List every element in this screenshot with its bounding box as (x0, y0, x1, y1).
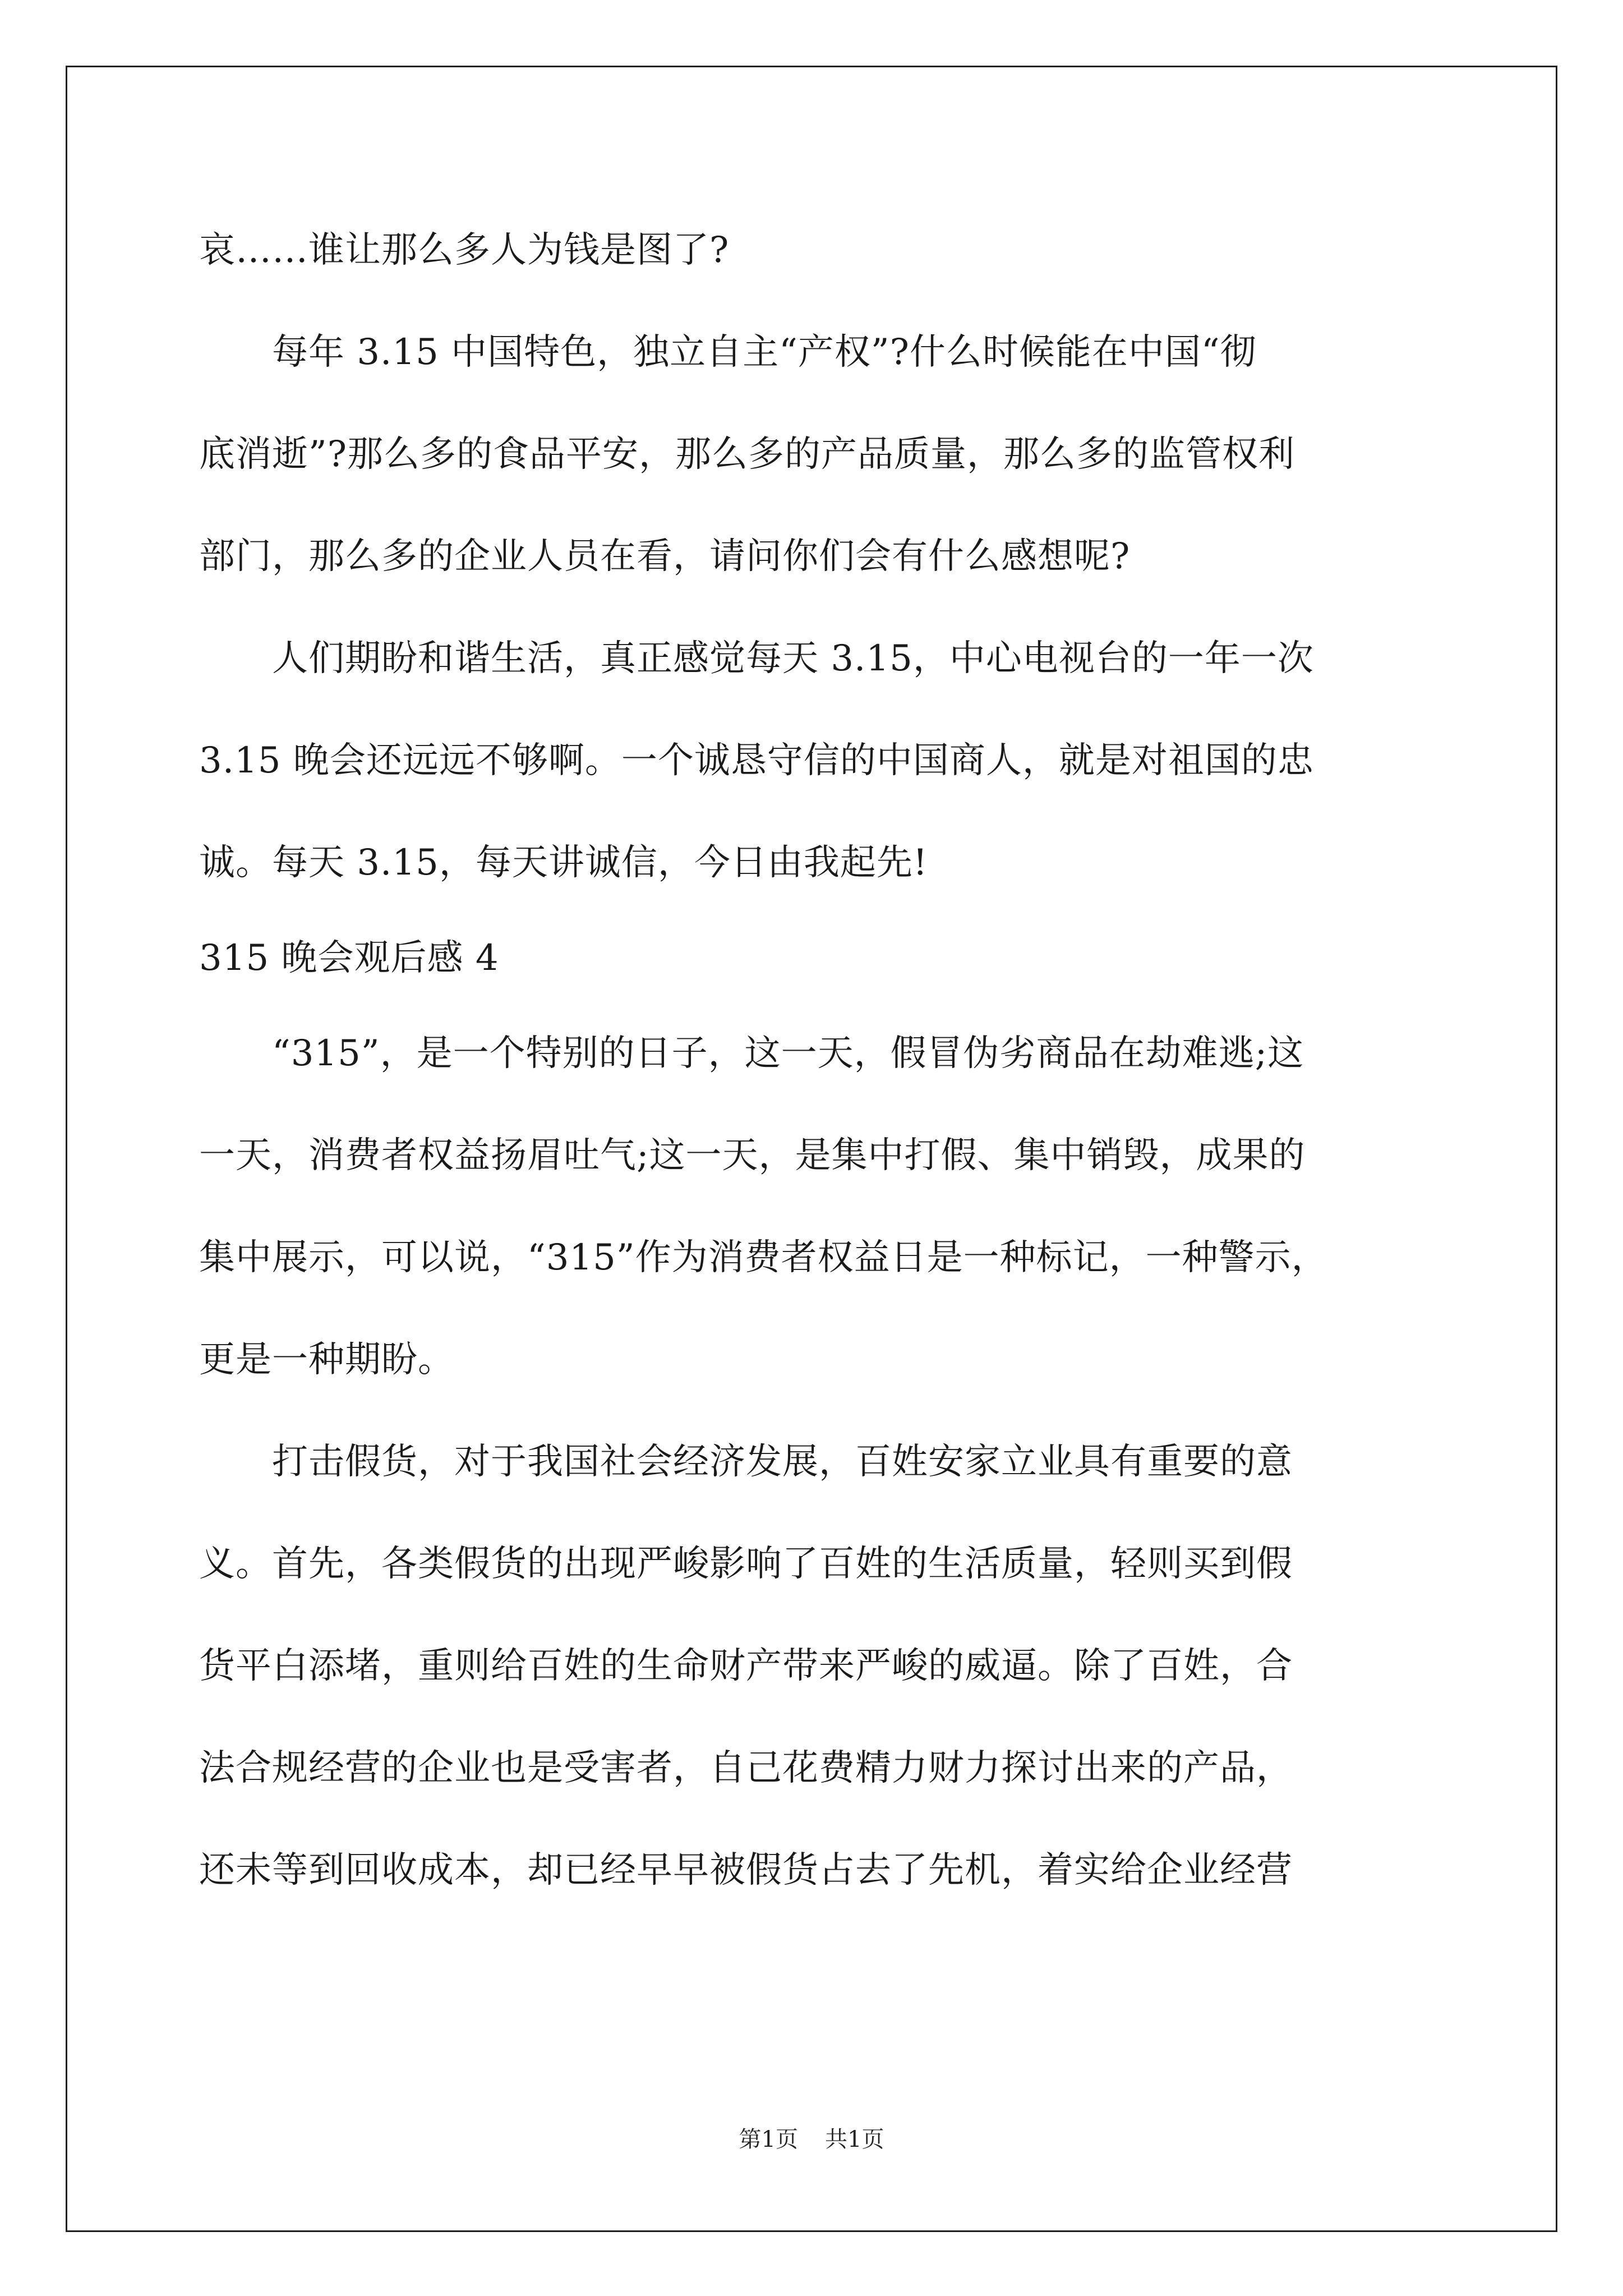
page-number: 第1页 (739, 2127, 798, 2152)
text-line: 货平白添堵，重则给百姓的生命财产带来严峻的威逼。除了百姓，合 (199, 1645, 1293, 1687)
text-line: 人们期盼和谐生活，真正感觉每天 3.15，中心电视台的一年一次 (199, 638, 1314, 679)
text-line: 部门，那么多的企业人员在看，请问你们会有什么感想呢? (199, 536, 1131, 577)
text-line: 还未等到回收成本，却已经早早被假货占去了先机，着实给企业经营 (199, 1849, 1293, 1891)
text-line: 打击假货，对于我国社会经济发展，百姓安家立业具有重要的意 (199, 1441, 1293, 1483)
document-body (199, 199, 1422, 1921)
text-line: 义。首先，各类假货的出现严峻影响了百姓的生活质量，轻则买到假 (199, 1543, 1293, 1585)
text-line: 3.15 晚会还远远不够啊。一个诚恳守信的中国商人，就是对祖国的忠 (199, 740, 1314, 781)
text-line: 集中展示，可以说，“315”作为消费者权益日是一种标记，一种警示， (199, 1237, 1328, 1278)
section-heading: 315 晚会观后感 4 (199, 937, 499, 979)
text-line: “315”，是一个特别的日子，这一天，假冒伪劣商品在劫难逃;这 (199, 1033, 1304, 1074)
page-total: 共1页 (825, 2127, 884, 2152)
text-line: 每年 3.15 中国特色，独立自主“产权”?什么时候能在中国“彻 (199, 332, 1257, 373)
page-footer (0, 2122, 1623, 2154)
text-line: 法合规经营的企业也是受害者，自己花费精力财力探讨出来的产品， (199, 1747, 1293, 1789)
text-line: 一天，消费者权益扬眉吐气;这一天，是集中打假、集中销毁，成果的 (199, 1135, 1306, 1176)
text-line: 哀……谁让那么多人为钱是图了? (199, 229, 730, 271)
text-line: 更是一种期盼。 (199, 1339, 454, 1381)
text-line: 底消逝”?那么多的食品平安，那么多的产品质量，那么多的监管权利 (199, 434, 1295, 475)
text-line: 诚。每天 3.15，每天讲诚信，今日由我起先! (199, 842, 928, 884)
